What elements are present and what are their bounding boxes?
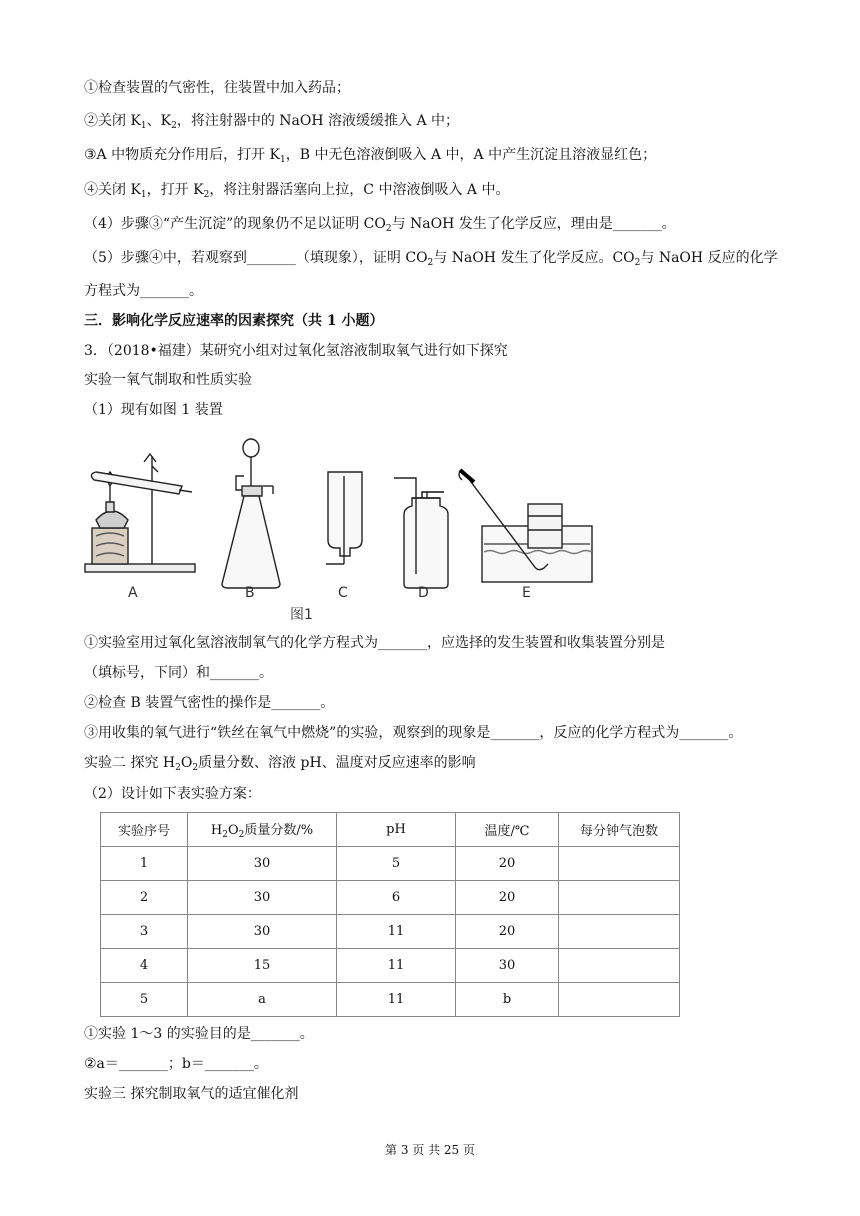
step-3-part-b: ，B 中无色溶液倒吸入 A 中，A 中产生沉淀且溶液显红色；	[285, 147, 657, 163]
cell-concentration: 30	[188, 847, 337, 881]
q5-part-b: 与 NaOH 发生了化学反应。CO	[433, 250, 635, 266]
q4-part-a: （4）步骤③“产生沉淀”的现象仍不足以证明 CO	[84, 216, 386, 232]
step-2	[84, 111, 459, 136]
table-header-row	[101, 813, 680, 847]
header-trial-number: 实验序号	[101, 813, 188, 847]
subscript: 2	[203, 190, 210, 200]
part-1: （1）现有如图 1 装置	[84, 402, 223, 418]
apparatus-figure	[82, 436, 622, 606]
h2o2-h: H	[210, 823, 223, 838]
cell-temperature: 20	[456, 847, 559, 881]
cell-trial: 2	[101, 881, 188, 915]
figure-label-b: B	[245, 585, 255, 601]
exp2-part-a: 实验二 探究 H	[84, 755, 176, 771]
section-3-heading: 三．影响化学反应速率的因素探究（共 1 小题）	[84, 313, 384, 329]
question-3: ③用收集的氧气进行“铁丝在氧气中燃烧”的实验，观察到的现象是_______，反应的化学方程式为_______。	[84, 725, 743, 741]
cell-trial: 4	[101, 949, 188, 983]
step-4-part-c: ，将注射器活塞向上拉，C 中溶液倒吸入 A 中。	[209, 182, 510, 198]
question-1: ①实验室用过氧化氢溶液制氧气的化学方程式为_______，应选择的发生装置和收集装置分别是	[84, 635, 665, 651]
experiment-1-title: 实验一氧气制取和性质实验	[84, 372, 252, 388]
cell-trial: 5	[101, 983, 188, 1017]
question-5-cont: 方程式为_______。	[84, 283, 203, 299]
q5-part-c: 与 NaOH 反应的化学	[640, 250, 778, 266]
question-after-table-2: ②a＝_______；b＝_______。	[84, 1056, 268, 1072]
subscript: 2	[222, 830, 228, 840]
cell-temperature: 20	[456, 915, 559, 949]
table-row	[101, 915, 680, 949]
header-bubbles-per-minute: 每分钟气泡数	[559, 813, 680, 847]
table-row	[101, 881, 680, 915]
header-temperature: 温度/℃	[456, 813, 559, 847]
subscript: 1	[280, 155, 286, 165]
figure-caption: 图1	[290, 607, 313, 623]
exp2-part-c: 质量分数、溶液 pH、温度对反应速率的影响	[198, 755, 476, 771]
cell-bubbles	[559, 983, 680, 1017]
experiment-3-title: 实验三 探究制取氧气的适宜催化剂	[84, 1086, 299, 1102]
figure-label-e: E	[522, 585, 531, 601]
cell-trial: 3	[101, 915, 188, 949]
subscript: 2	[427, 258, 434, 268]
cell-temperature: 30	[456, 949, 559, 983]
problem-3: 3．（2018•福建）某研究小组对过氧化氢溶液制取氧气进行如下探究	[84, 343, 508, 359]
subscript: 1	[140, 121, 147, 131]
part-2: （2）设计如下表实验方案：	[84, 786, 261, 802]
cell-ph: 6	[337, 881, 456, 915]
question-5	[84, 248, 778, 273]
step-2-part-b: 、K	[146, 113, 172, 129]
subscript: 2	[238, 830, 245, 840]
experiment-table	[100, 812, 680, 1017]
h2o2-o: O	[227, 823, 239, 838]
step-3-part-a: ③A 中物质充分作用后，打开 K	[84, 147, 281, 163]
question-1-cont: （填标号，下同）和_______。	[84, 665, 273, 681]
cell-bubbles	[559, 847, 680, 881]
header-ph: pH	[337, 813, 456, 847]
step-4-part-a: ④关闭 K	[84, 182, 141, 198]
cell-temperature: 20	[456, 881, 559, 915]
step-2-part-a: ②关闭 K	[84, 113, 141, 129]
cell-concentration: 30	[188, 881, 337, 915]
q4-part-b: 与 NaOH 发生了化学反应，理由是_______。	[391, 216, 676, 232]
subscript: 2	[171, 121, 177, 131]
header-h2o2-concentration	[188, 813, 337, 847]
cell-bubbles	[559, 949, 680, 983]
subscript: 2	[192, 763, 199, 773]
exp2-part-b: O	[180, 755, 193, 771]
step-4	[84, 180, 509, 205]
cell-trial: 1	[101, 847, 188, 881]
cell-concentration: 30	[188, 915, 337, 949]
q5-part-a: （5）步骤④中，若观察到_______（填现象），证明 CO	[84, 250, 428, 266]
table-row	[101, 983, 680, 1017]
figure-label-a: A	[128, 585, 138, 601]
step-3	[84, 145, 656, 170]
subscript: 2	[634, 258, 641, 268]
subscript: 1	[140, 190, 147, 200]
page-footer: 第 3 页 共 25 页	[385, 1143, 475, 1157]
header-concentration-label: 质量分数/%	[244, 823, 314, 838]
cell-ph: 11	[337, 915, 456, 949]
question-4	[84, 214, 676, 239]
cell-ph: 11	[337, 983, 456, 1017]
step-1: ①检查装置的气密性，往装置中加入药品；	[84, 80, 350, 96]
cell-bubbles	[559, 915, 680, 949]
figure-label-d: D	[418, 585, 429, 601]
cell-bubbles	[559, 881, 680, 915]
step-2-part-c: ，将注射器中的 NaOH 溶液缓缓推入 A 中；	[176, 113, 460, 129]
figure-label-c: C	[338, 585, 348, 601]
experiment-2-title	[84, 753, 476, 778]
question-after-table-1: ①实验 1～3 的实验目的是_______。	[84, 1026, 314, 1042]
cell-ph: 5	[337, 847, 456, 881]
question-2: ②检查 B 装置气密性的操作是_______。	[84, 695, 335, 711]
cell-ph: 11	[337, 949, 456, 983]
table-row	[101, 949, 680, 983]
step-4-part-b: ，打开 K	[146, 182, 204, 198]
table-row	[101, 847, 680, 881]
cell-temperature: b	[456, 983, 559, 1017]
subscript: 2	[175, 763, 181, 773]
cell-concentration: a	[188, 983, 337, 1017]
subscript: 2	[385, 224, 392, 234]
cell-concentration: 15	[188, 949, 337, 983]
